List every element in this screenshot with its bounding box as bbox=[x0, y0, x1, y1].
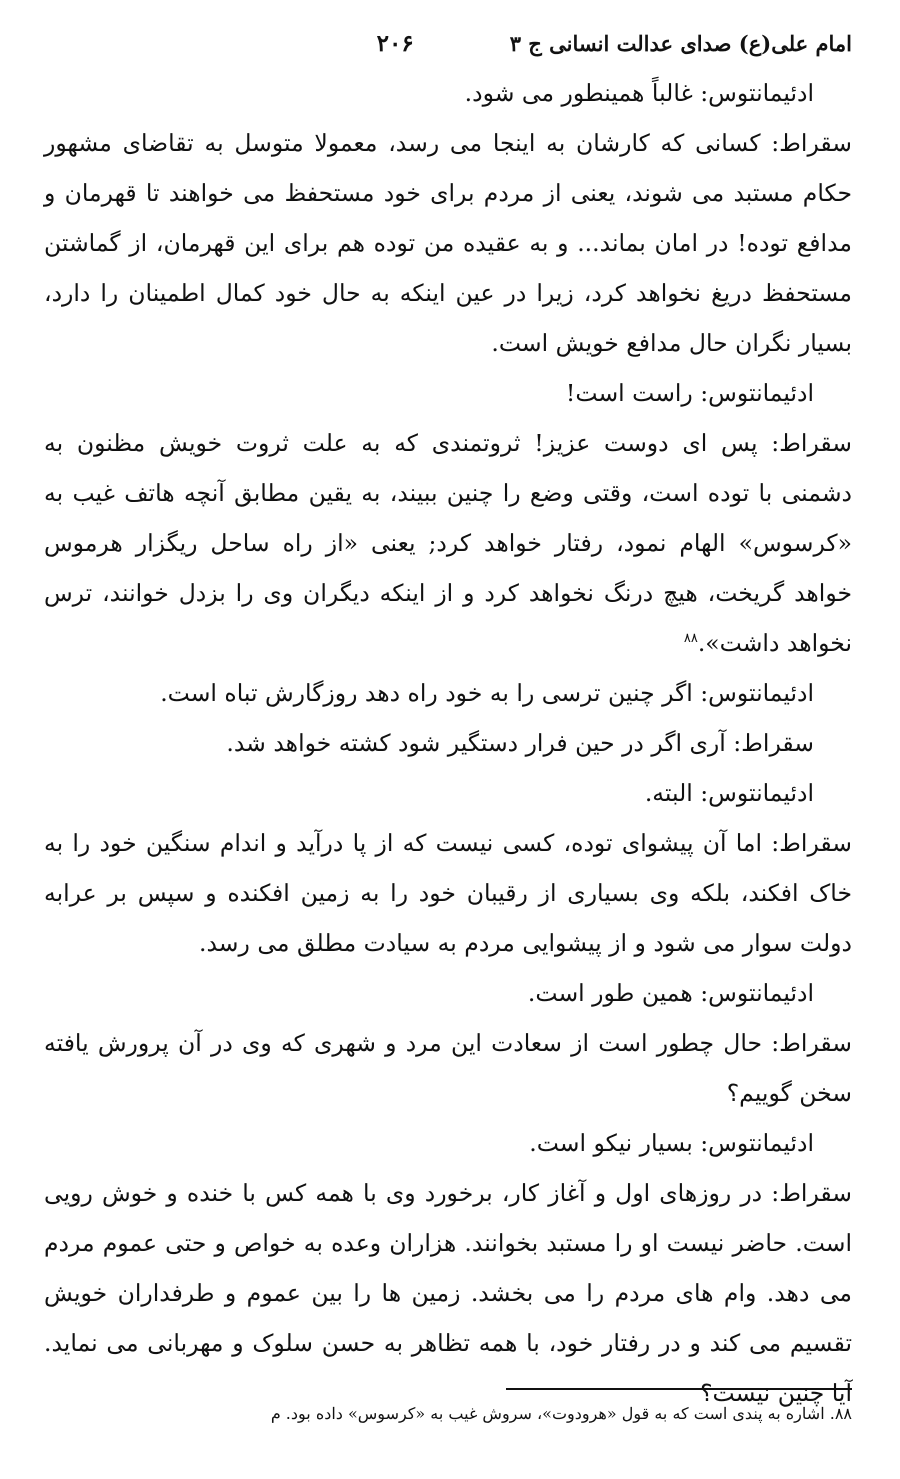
paragraph-text: سقراط: کسانی که کارشان به اینجا می رسد، معمولا متوسل به تقاضای مشهور حکام مستبد می شوند، یعنی از مردم برای خود مستحفظ می خواهند تا قهرمان و مدافع توده! در امان بماند... و به عقیده من توده هم برای این قهرمان، از گماشتن مستحفظ دریغ نخواهد کرد، زیرا در عین اینکه به حال خود کمال اطمینان را دارد، بسیار نگران حال مدافع خویش است. bbox=[44, 129, 852, 357]
paragraph-text: سقراط: در روزهای اول و آغاز کار، برخورد وی با همه کس با خنده و خوش رویی است. حاضر نیست او را مستبد بخوانند. هزاران وعده به خواص و حتی عموم مردم می دهد. وام های مردم را می بخشد. زمین ها را بین عموم و طرفداران خویش تقسیم می کند و در رفتار خود، با همه تظاهر به حسن سلوک و مهربانی می نماید. آیا چنین نیست؟ bbox=[44, 1179, 852, 1407]
paragraph-text: ادئیمانتوس: همین طور است. bbox=[527, 979, 814, 1007]
paragraph-text: ادئیمانتوس: بسیار نیکو است. bbox=[529, 1129, 814, 1157]
document-page bbox=[44, 30, 852, 1450]
paragraph-6 bbox=[44, 718, 852, 768]
paragraph-10 bbox=[44, 1018, 852, 1118]
page-number: ۲۰۶ bbox=[376, 30, 414, 57]
paragraph-text: سقراط: پس ای دوست عزیز! ثروتمندی که به علت ثروت خویش مظنون به دشمنی با توده است، وقتی وضع را چنین ببیند، به یقین مطابق آنچه هاتف غیب به «کرسوس» الهام نمود، رفتار خواهد کرد; یعنی «از راه ساحل ریگزار هرموس خواهد گریخت، هیچ درنگ نخواهد کرد و از اینکه دیگران وی را بزدل خوانند، ترس نخواهد داشت». bbox=[44, 429, 852, 657]
footnote-divider bbox=[506, 1388, 852, 1390]
paragraph-9 bbox=[44, 968, 852, 1018]
body-text bbox=[44, 68, 852, 1418]
paragraph-12 bbox=[44, 1168, 852, 1418]
paragraph-8 bbox=[44, 818, 852, 968]
paragraph-11 bbox=[44, 1118, 852, 1168]
paragraph-text: ادئیمانتوس: البته. bbox=[644, 779, 814, 807]
paragraph-1 bbox=[44, 68, 852, 118]
paragraph-text: ادئیمانتوس: اگر چنین ترسی را به خود راه دهد روزگارش تباه است. bbox=[160, 679, 814, 707]
paragraph-5 bbox=[44, 668, 852, 718]
running-header bbox=[44, 30, 852, 68]
footnote: ۸۸. اشاره به پندی است که به قول «هرودوت»، سروش غیب به «کرسوس» داده بود. م bbox=[270, 1404, 852, 1423]
paragraph-text: سقراط: حال چطور است از سعادت این مرد و شهری که وی در آن پرورش یافته سخن گوییم؟ bbox=[44, 1029, 852, 1107]
paragraph-4 bbox=[44, 418, 852, 668]
book-title: امام علی(ع) صدای عدالت انسانی ج ۳ bbox=[509, 31, 852, 56]
paragraph-text: سقراط: آری اگر در حین فرار دستگیر شود کشته خواهد شد. bbox=[226, 729, 814, 757]
paragraph-2 bbox=[44, 118, 852, 368]
paragraph-3 bbox=[44, 368, 852, 418]
paragraph-text: سقراط: اما آن پیشوای توده، کسی نیست که از پا درآید و اندام سنگین خود را به خاک افکند، بلکه وی بسیاری از رقیبان خود را به زمین افکنده و سپس بر عرابه دولت سوار می شود و از پیشوایی مردم به سیادت مطلق می رسد. bbox=[44, 829, 852, 957]
paragraph-7 bbox=[44, 768, 852, 818]
paragraph-text: ادئیمانتوس: راست است! bbox=[565, 379, 814, 407]
footnote-marker: ۸۸ bbox=[683, 631, 698, 647]
paragraph-text: ادئیمانتوس: غالباً همینطور می شود. bbox=[464, 79, 814, 107]
